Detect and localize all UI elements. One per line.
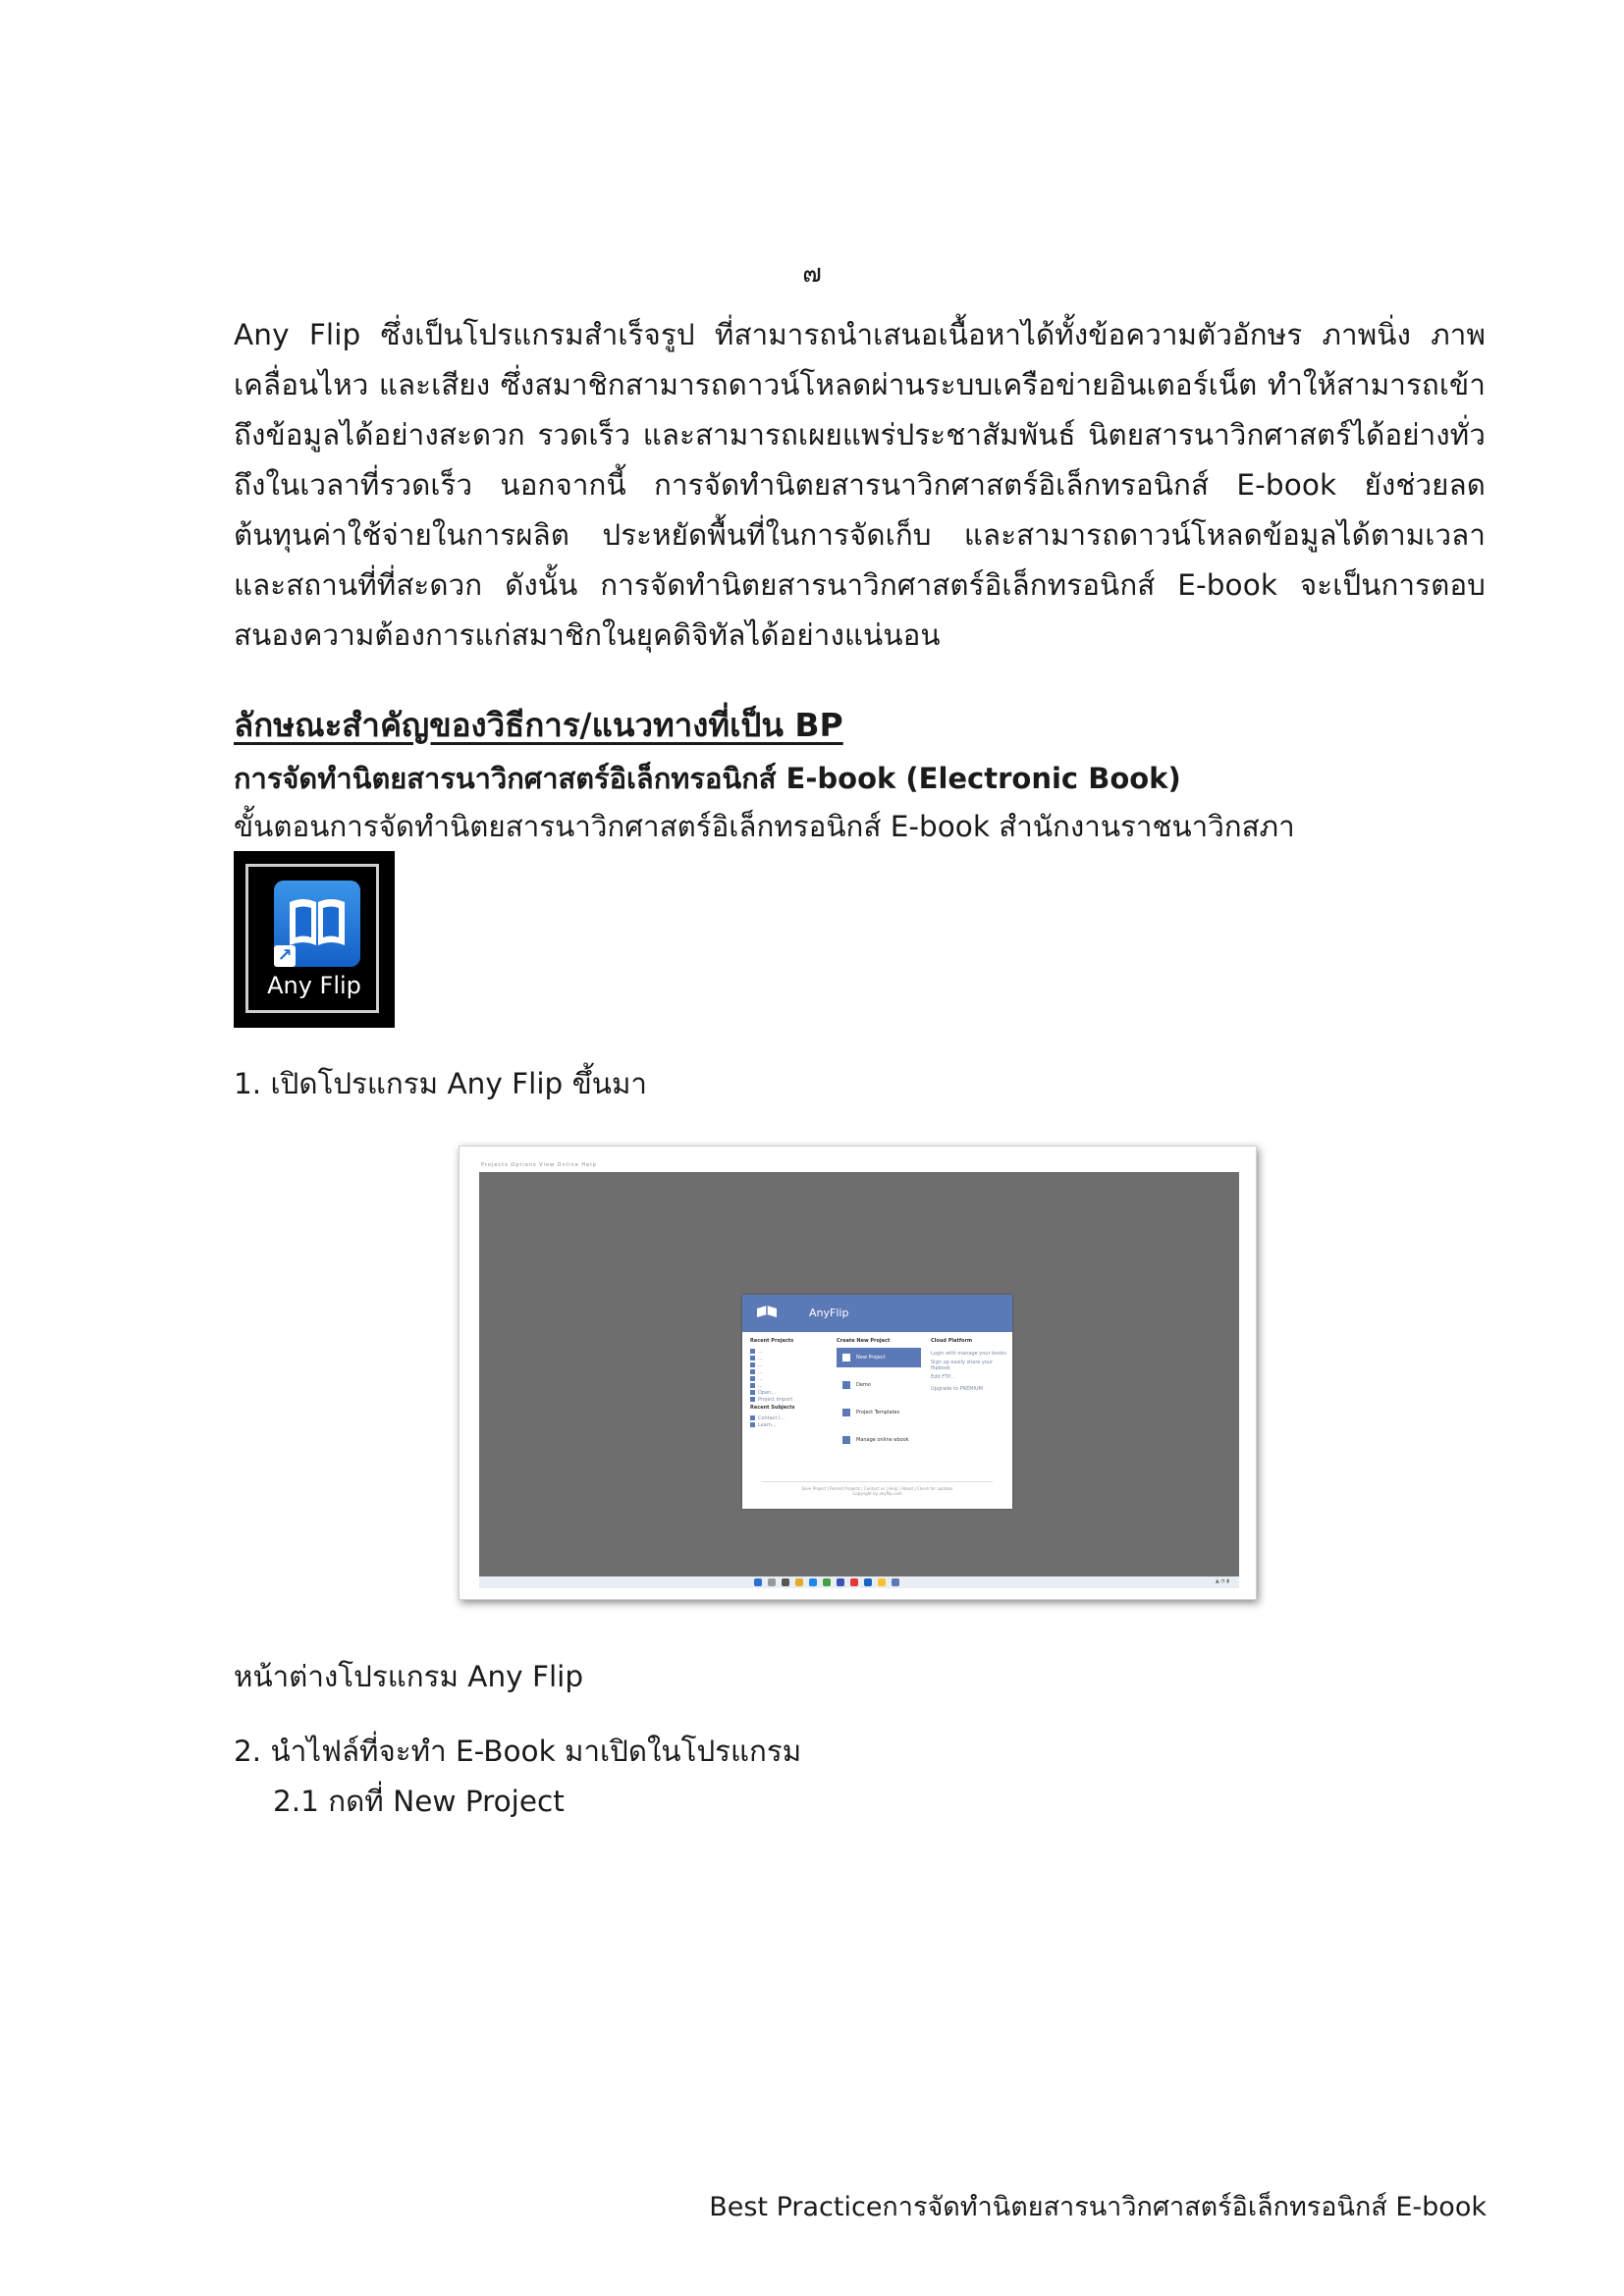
dialog-header <box>742 1295 1012 1332</box>
search-icon[interactable] <box>768 1578 776 1586</box>
app-icon-label: Any Flip <box>267 972 361 999</box>
cloud-upgrade-link[interactable]: Upgrade to PREMIUM <box>931 1386 983 1392</box>
edge-icon[interactable] <box>809 1578 817 1586</box>
system-tray[interactable]: ▲ ◔ ▮ <box>1215 1578 1229 1584</box>
cloud-signup-link[interactable]: Sign up easily share your flipbook <box>931 1360 994 1371</box>
section-heading: ลักษณะสำคัญของวิธีการ/แนวทางที่เป็น BP <box>234 706 843 744</box>
anyflip-taskbar-icon[interactable] <box>892 1578 899 1586</box>
taskbar-icons <box>754 1578 899 1586</box>
recent-project-item[interactable]: ... <box>750 1362 794 1368</box>
project-templates-button[interactable]: Project Templates <box>837 1403 921 1422</box>
demo-button[interactable]: Demo <box>837 1375 921 1395</box>
app-icon[interactable] <box>837 1578 844 1586</box>
recent-subject-item[interactable]: Learn... <box>750 1421 794 1428</box>
recent-project-item[interactable]: ... <box>750 1368 794 1375</box>
recent-project-item[interactable]: ... <box>750 1382 794 1389</box>
cloud-ftp-link[interactable]: Edit FTP... <box>931 1374 955 1380</box>
anyflip-app-icon[interactable] <box>234 851 395 1028</box>
dialog-copyright: Copyright by anyflip.com <box>852 1491 902 1496</box>
steps-intro: ขั้นตอนการจัดทำนิตยสารนาวิกศาสตร์อิเล็กทรอนิกส์ E-book สำนักงานราชนาวิกสภา <box>234 810 1295 843</box>
recent-projects-label: Recent Projects <box>750 1338 794 1344</box>
new-project-icon <box>842 1354 850 1362</box>
chart-icon <box>842 1436 850 1444</box>
taskview-icon[interactable] <box>782 1578 789 1586</box>
templates-icon <box>842 1409 850 1416</box>
screenshot-caption: หน้าต่างโปรแกรม Any Flip <box>234 1660 584 1693</box>
create-project-column <box>837 1338 921 1458</box>
open-project-link[interactable]: Open... <box>750 1389 794 1396</box>
app-icon[interactable] <box>878 1578 886 1586</box>
dialog-footer <box>742 1486 1012 1496</box>
start-dialog <box>742 1295 1012 1509</box>
cloud-login-link[interactable]: Login with manage your books <box>931 1351 1006 1357</box>
app-menubar: Projects Options View Online Help <box>481 1162 597 1168</box>
chrome-icon[interactable] <box>823 1578 831 1586</box>
cloud-platform-column <box>931 1338 1012 1395</box>
recent-project-item[interactable]: ... <box>750 1375 794 1382</box>
app-icon[interactable] <box>850 1578 858 1586</box>
start-icon[interactable] <box>754 1578 762 1586</box>
recent-subject-item[interactable]: Contact l... <box>750 1415 794 1421</box>
anyflip-screenshot <box>459 1146 1257 1600</box>
recent-project-item[interactable]: ... <box>750 1348 794 1355</box>
dialog-divider <box>762 1481 993 1482</box>
page-footer: Best Practiceการจัดทำนิตยสารนาวิกศาสตร์อิเล็กทรอนิกส์ E-book <box>709 2192 1487 2222</box>
recent-project-item[interactable]: ... <box>750 1355 794 1362</box>
dialog-title: AnyFlip <box>809 1307 849 1319</box>
folder-icon[interactable] <box>795 1578 803 1586</box>
create-project-label: Create New Project <box>837 1338 891 1344</box>
subheading: การจัดทำนิตยสารนาวิกศาสตร์อิเล็กทรอนิกส์ E-book (Electronic Book) <box>234 762 1181 795</box>
recent-projects-column <box>750 1338 794 1428</box>
recent-subjects-label: Recent Subjects <box>750 1405 795 1411</box>
project-import-link[interactable]: Project Import <box>750 1396 794 1403</box>
anyflip-logo-icon <box>756 1305 778 1320</box>
step-2: 2. นำไฟล์ที่จะทำ E-Book มาเปิดในโปรแกรม <box>234 1735 802 1768</box>
cloud-platform-label: Cloud Platform <box>931 1338 973 1344</box>
shortcut-arrow-icon: ↗ <box>274 945 296 967</box>
word-icon[interactable] <box>864 1578 872 1586</box>
app-workspace <box>479 1172 1239 1576</box>
new-project-button[interactable]: New Project <box>837 1348 921 1367</box>
page-number: ๗ <box>802 259 822 289</box>
manage-online-ebook-button[interactable]: Manage online ebook <box>837 1430 921 1450</box>
demo-icon <box>842 1381 850 1389</box>
windows-taskbar <box>479 1576 1239 1588</box>
body-paragraph: Any Flip ซึ่งเป็นโปรแกรมสำเร็จรูป ที่สามารถนำเสนอเนื้อหาได้ทั้งข้อความตัวอักษร ภาพนิ่ง ภาพเคลื่อนไหว และเสียง ซึ่งสมาชิกสามารถดาวน์โหลดผ่านระบบเครือข่ายอินเตอร์เน็ต ทำให้สามารถเข้าถึงข้อมูลได้อย่างสะดวก รวดเร็ว และสามารถเผยแพร่ประชาสัมพันธ์ นิตยสารนาวิกศาสตร์ได้อย่างทั่วถึงในเวลาที่รวดเร็ว นอกจากนี้ การจัดทำนิตยสารนาวิกศาสตร์อิเล็กทรอนิกส์ E-book ยังช่วยลดต้นทุนค่าใช้จ่ายในการผลิต ประหยัดพื้นที่ในการจัดเก็บ และสามารถดาวน์โหลดข้อมูลได้ตามเวลาและสถานที่ที่สะดวก ดังนั้น การจัดทำนิตยสารนาวิกศาสตร์อิเล็กทรอนิกส์ E-book จะเป็นการตอบสนองความต้องการแก่สมาชิกในยุคดิจิทัลได้อย่างแน่นอน <box>234 318 1486 652</box>
step-1: 1. เปิดโปรแกรม Any Flip ขึ้นมา <box>234 1067 647 1100</box>
step-2-1: 2.1 กดที่ New Project <box>273 1785 565 1818</box>
dialog-footer-links[interactable]: Save Project | Recent Projects | Contact us | Help | About | Check for updates <box>801 1486 953 1491</box>
